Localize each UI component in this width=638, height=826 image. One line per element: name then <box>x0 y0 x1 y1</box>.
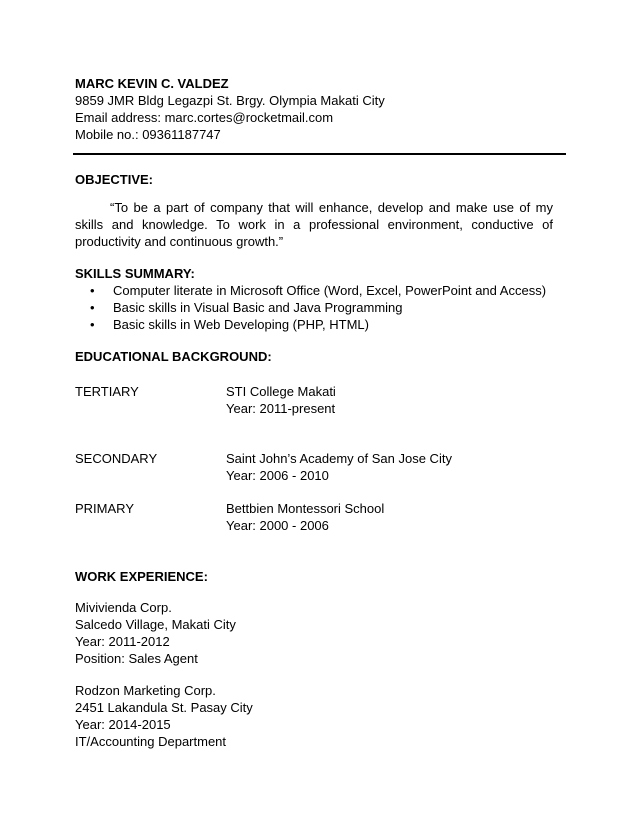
bullet-icon: • <box>90 317 95 332</box>
objective-text: “To be a part of company that will enhance, develop and make use of my skills and knowledge. To work in a professional environment, conductive of productivity and continuous growth.” <box>75 200 553 249</box>
skill-item <box>90 299 546 316</box>
company-name: Rodzon Marketing Corp. <box>75 683 216 698</box>
education-level-secondary: SECONDARY <box>75 451 158 466</box>
education-level-primary: PRIMARY <box>75 501 134 516</box>
skill-item <box>90 282 546 299</box>
company-name: Mivivienda Corp. <box>75 600 172 615</box>
school-name: STI College Makati <box>226 384 336 399</box>
school-name: Bettbien Montessori School <box>226 501 385 516</box>
work-year: Year: 2014-2015 <box>75 717 171 732</box>
work-year: Year: 2011-2012 <box>75 634 170 649</box>
bullet-icon: • <box>90 300 95 315</box>
education-heading: EDUCATIONAL BACKGROUND: <box>75 349 272 364</box>
bullet-icon: • <box>90 283 95 298</box>
skill-text: Basic skills in Visual Basic and Java Programming <box>113 300 403 315</box>
company-location: 2451 Lakandula St. Pasay City <box>75 700 253 715</box>
education-entry-primary <box>226 500 384 534</box>
skill-text: Computer literate in Microsoft Office (Word, Excel, PowerPoint and Access) <box>113 283 547 298</box>
work-entry <box>75 599 236 667</box>
work-entry <box>75 682 253 750</box>
address-line: 9859 JMR Bldg Legazpi St. Brgy. Olympia Makati City <box>75 93 385 108</box>
objective-heading: OBJECTIVE: <box>75 172 154 187</box>
skills-heading: SKILLS SUMMARY: <box>75 266 195 281</box>
school-year: Year: 2011-present <box>226 401 336 416</box>
school-year: Year: 2006 - 2010 <box>226 468 329 483</box>
school-name: Saint John’s Academy of San Jose City <box>226 451 452 466</box>
school-year: Year: 2000 - 2006 <box>226 518 329 533</box>
skill-text: Basic skills in Web Developing (PHP, HTML) <box>113 317 369 332</box>
header-divider <box>73 153 566 155</box>
contact-info <box>75 92 385 143</box>
email-line: Email address: marc.cortes@rocketmail.com <box>75 110 334 125</box>
skills-list <box>90 282 546 333</box>
education-level-tertiary: TERTIARY <box>75 384 139 399</box>
work-heading: WORK EXPERIENCE: <box>75 569 208 584</box>
education-entry-secondary <box>226 450 452 484</box>
company-location: Salcedo Village, Makati City <box>75 617 236 632</box>
work-detail: IT/Accounting Department <box>75 734 227 749</box>
applicant-name: MARC KEVIN C. VALDEZ <box>75 76 229 91</box>
skill-item <box>90 316 546 333</box>
mobile-line: Mobile no.: 09361187747 <box>75 127 221 142</box>
work-detail: Position: Sales Agent <box>75 651 198 666</box>
education-entry-tertiary <box>226 383 336 417</box>
